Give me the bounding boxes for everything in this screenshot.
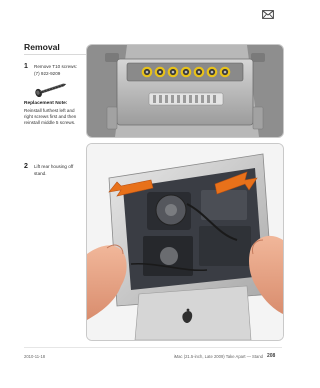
replacement-note-line-1: Reinstall furthest left and (24, 108, 75, 113)
lift-housing-photo (86, 143, 284, 341)
envelope-icon[interactable] (262, 10, 274, 19)
step-2-line-1: Lift rear housing off (34, 164, 74, 169)
step-1-line-1: Remove T10 screws: (34, 64, 78, 69)
page-number: 208 (267, 353, 276, 359)
replacement-note-line-2: right screws first and then (24, 114, 77, 119)
footer-document-title: iMac (21.5-inch, Late 2009) Take Apart — Stand (173, 354, 263, 359)
replacement-note-label: Replacement Note: (24, 101, 68, 106)
footer-divider (24, 347, 282, 348)
t10-screw-image (32, 81, 70, 97)
step-2-number: 2 (24, 163, 28, 170)
replacement-note-line-3: reinstall middle 5 screws. (24, 120, 76, 125)
section-title: Removal (24, 42, 60, 52)
step-1-line-2: (7) 922-9209 (34, 70, 61, 76)
stand-screws-photo (86, 44, 284, 138)
step-2-line-2: stand. (34, 170, 47, 176)
step-1-number: 1 (24, 63, 28, 70)
footer-date: 2010-11-18 (24, 354, 46, 359)
